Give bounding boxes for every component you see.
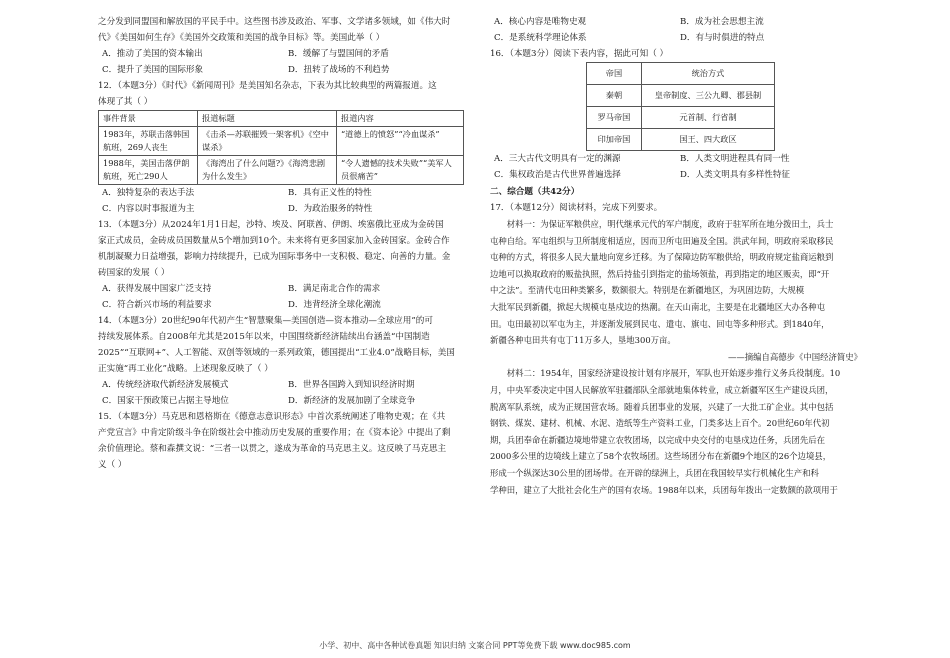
material-line: 中之法”。至清代屯田种类繁多，数额很大。特别是在新疆地区，为巩固边防，大规模	[490, 285, 805, 296]
option-c: C．国家干预政策已占据主导地位	[102, 396, 229, 406]
material-line: 2000多公里的边境线上建立了58个农牧场团。这些场团分布在新疆9个地区的26个边境县，	[490, 451, 832, 462]
question-14-stem: 14．（本题3分）20世纪90年代初产生“智慧聚集—美国创造—资本推动—全球应用”的可	[98, 316, 433, 326]
option-b: B．满足南北合作的需求	[288, 284, 381, 294]
options-row	[98, 201, 470, 217]
text-line: 家正式成员，金砖成员国数量从5个增加到10个。未来将有更多国家加入金砖国家。金砖合作	[98, 236, 450, 246]
options-row	[490, 30, 862, 46]
option-c: C．是系统科学理论体系	[494, 33, 587, 43]
page-footer: 小学、初中、高中各种试卷真题 知识归纳 文案合同 PPT等免费下载 www.doc985.com	[319, 641, 631, 650]
table-cell: 罗马帝国	[587, 107, 642, 129]
option-d: D．新经济的发展加剧了全球竞争	[288, 396, 416, 406]
table-cell: 元首制、行省制	[642, 107, 775, 129]
option-d: D．扭转了战场的不利趋势	[288, 65, 390, 75]
table-cell: “令人遗憾的技术失败”“美军人员很痛苦”	[337, 156, 464, 185]
option-d: D．为政治服务的特性	[288, 204, 373, 214]
right-column	[490, 14, 862, 498]
material-line: 边地可以换取政府的贩盐执照，然后持盐引到指定的盐场领盐，再到指定的地区贩卖，即“开	[490, 268, 830, 279]
material-line: 大批军民到新疆，掀起大规模屯垦戍边的热潮。在天山南北，主要是在北疆地区大办各种屯	[490, 301, 825, 312]
text-line: 2025”“互联网+”、人工智能、双创等领域的一系列政策，德国提出“工业4.0”战略目标，美国	[98, 348, 455, 358]
question-13-stem: 13．（本题3分）从2024年1月1日起，沙特、埃及、阿联酋、伊朗、埃塞俄比亚成为金砖国	[98, 220, 444, 230]
text-line: 之分发到同盟国和解放国的平民手中。这些图书涉及政治、军事、文学诸多领域，如《伟大时	[98, 17, 451, 27]
table-row	[587, 85, 775, 107]
table-row	[587, 129, 775, 151]
table-cell: 《海湾出了什么问题?》《海湾悲剧为什么发生》	[198, 156, 337, 185]
text-line: 机制凝聚力日益增强，影响力持续提升，已成为国际事务中一支积极、稳定、向善的力量。金	[98, 252, 451, 262]
left-column	[98, 14, 470, 473]
material-line: 屯种自给。军屯组织与卫所制度相适应，因而卫所屯田遍及全国。洪武年间，明政府采取移民	[490, 235, 834, 246]
option-d: D．有与时俱进的特点	[680, 33, 765, 43]
options-row	[98, 281, 470, 297]
text-line: 代》《美国如何生存》《美国外交政策和美国的战争目标》等。美国此举（ ）	[98, 33, 385, 43]
options-row	[98, 185, 470, 201]
material-line: 新疆各种屯田共有屯丁11万多人，垦地300万亩。	[490, 335, 676, 346]
options-row	[98, 393, 470, 409]
table-row	[99, 127, 464, 156]
option-a: A．传统经济取代新经济发展模式	[102, 380, 229, 390]
table-cell: 1983年，苏联击落韩国航班，269人丧生	[99, 127, 198, 156]
material-line: 脱离军队系统，成为正规国营农场。随着兵团事业的发展，兴建了一大批工矿企业。其中包括	[490, 401, 834, 412]
option-b: B．成为社会思想主流	[680, 17, 764, 27]
option-b: B．世界各国跨入到知识经济时期	[288, 380, 415, 390]
question-15-stem: 15．（本题3分）马克思和恩格斯在《德意志意识形态》中首次系统阐述了唯物史观；在《共	[98, 412, 446, 422]
text-line: 余价值理论。蔡和森撰文说：“三者一以贯之，遂成为革命的马克思主义。这反映了马克思主	[98, 444, 447, 454]
material-line: 月，中央军委决定中国人民解放军驻疆部队全部就地集体转业，成立新疆军区生产建设兵团，	[490, 384, 834, 395]
material-line: 期，兵团奉命在新疆边境地带建立农牧团场，以完成中央交付的屯垦戍边任务，兵团先后在	[490, 434, 825, 445]
table-header-cell: 报道标题	[198, 111, 337, 127]
option-a: A．独特复杂的表达手法	[102, 188, 195, 198]
options-row	[490, 14, 862, 30]
option-b: B．人类文明进程具有同一性	[680, 154, 790, 164]
material-line: 钢铁、煤炭、建材、机械、水泥、造纸等生产资料工业，门类多达上百个。20世纪60年代初	[490, 418, 830, 429]
question-12-table	[98, 110, 464, 185]
table-cell: 秦朝	[587, 85, 642, 107]
option-d: D．人类文明具有多样性特征	[680, 170, 791, 180]
table-header-row	[587, 63, 775, 85]
table-header-cell: 帝国	[587, 63, 642, 85]
options-row	[98, 377, 470, 393]
section-heading: 二、综合题（共42分）	[490, 187, 580, 197]
options-row	[98, 297, 470, 313]
option-b: B．具有正义性的特性	[288, 188, 372, 198]
options-row	[98, 62, 470, 78]
option-c: C．集权政治是古代世界普遍选择	[494, 170, 621, 180]
options-row	[98, 46, 470, 62]
option-a: A．获得发展中国家广泛支持	[102, 284, 212, 294]
table-header-cell: 事件背景	[99, 111, 198, 127]
text-line: 砖国家的发展（ ）	[98, 268, 170, 278]
options-row	[490, 151, 862, 167]
table-cell: 《击杀—苏联摧毁一架客机》《空中谋杀》	[198, 127, 337, 156]
table-header-row	[99, 111, 464, 127]
material-line: 材料一：为保证军粮供应，明代继承元代的军户制度，政府于驻军所在地分拨田土，兵士	[506, 219, 834, 229]
option-b: B．缓解了与盟国间的矛盾	[288, 49, 389, 59]
option-c: C．内容以时事报道为主	[102, 204, 195, 214]
material-line: 田。屯田最初以军屯为主，并逐渐发展到民屯、遣屯、旗屯、回屯等多种形式。到1840年，	[490, 318, 830, 329]
question-17-stem: 17．（本题12分）阅读材料，完成下列要求。	[490, 203, 663, 213]
text-line: 义（ ）	[98, 460, 127, 470]
option-c: C．符合新兴市场的利益要求	[102, 300, 212, 310]
option-d: D．违背经济全球化潮流	[288, 300, 381, 310]
options-row	[490, 167, 862, 183]
material-two	[490, 365, 862, 498]
option-c: C．提升了美国的国际形象	[102, 65, 204, 75]
table-cell: 1988年，美国击落伊朗航班，死亡290人	[99, 156, 198, 185]
question-16-table	[586, 62, 775, 151]
material-source: ——摘编自高德步《中国经济简史》	[728, 351, 862, 362]
table-cell: 国王、四大政区	[642, 129, 775, 151]
material-line: 材料二：1954年，国家经济建设按计划有序展开，军队也开始逐步推行义务兵役制度。10	[506, 368, 841, 379]
table-header-cell: 报道内容	[337, 111, 464, 127]
option-a: A．推动了美国的资本输出	[102, 49, 203, 59]
material-one	[490, 216, 862, 365]
text-line: 体现了其（ ）	[98, 97, 153, 107]
text-line: 持续发展体系。自2008年尤其是2015年以来，中国围绕新经济陆续出台涵盖“中国制造	[98, 332, 430, 342]
table-header-cell: 统治方式	[642, 63, 775, 85]
table-row	[99, 156, 464, 185]
table-cell: 印加帝国	[587, 129, 642, 151]
table-cell: “道德上的愤怒”“冷血谋杀”	[337, 127, 464, 156]
table-cell: 皇帝制度、三公九卿、郡县制	[642, 85, 775, 107]
question-12-stem: 12．（本题3分）《时代》《新闻周刊》是美国知名杂志，下表为其比较典型的两篇报道。这	[98, 81, 437, 91]
option-a: A．三大古代文明具有一定的渊源	[494, 154, 621, 164]
material-line: 学种田，建立了大批社会化生产的国有农场。1988年以来，兵团每年拨出一定数额的款项用于	[490, 484, 838, 495]
option-a: A．核心内容是唯物史观	[494, 17, 587, 27]
text-line: 正实施“再工业化”战略。上述现象反映了（ ）	[98, 364, 273, 374]
text-line: 产党宣言》中肯定阶级斗争在阶级社会中推动历史发展的重要作用；在《资本论》中提出了剩	[98, 428, 451, 438]
material-line: 形成一个纵深达30公里的团场带。在开辟的绿洲上，兵团在我国较早实行机械化生产和科	[490, 467, 819, 478]
table-row	[587, 107, 775, 129]
question-16-stem: 16．（本题3分）阅读下表内容，据此可知（ ）	[490, 49, 669, 59]
material-line: 屯种的方式，将很多人民大量地向宽乡迁移。为了保障边防军粮供给，明政府规定盐商运粮到	[490, 252, 834, 263]
